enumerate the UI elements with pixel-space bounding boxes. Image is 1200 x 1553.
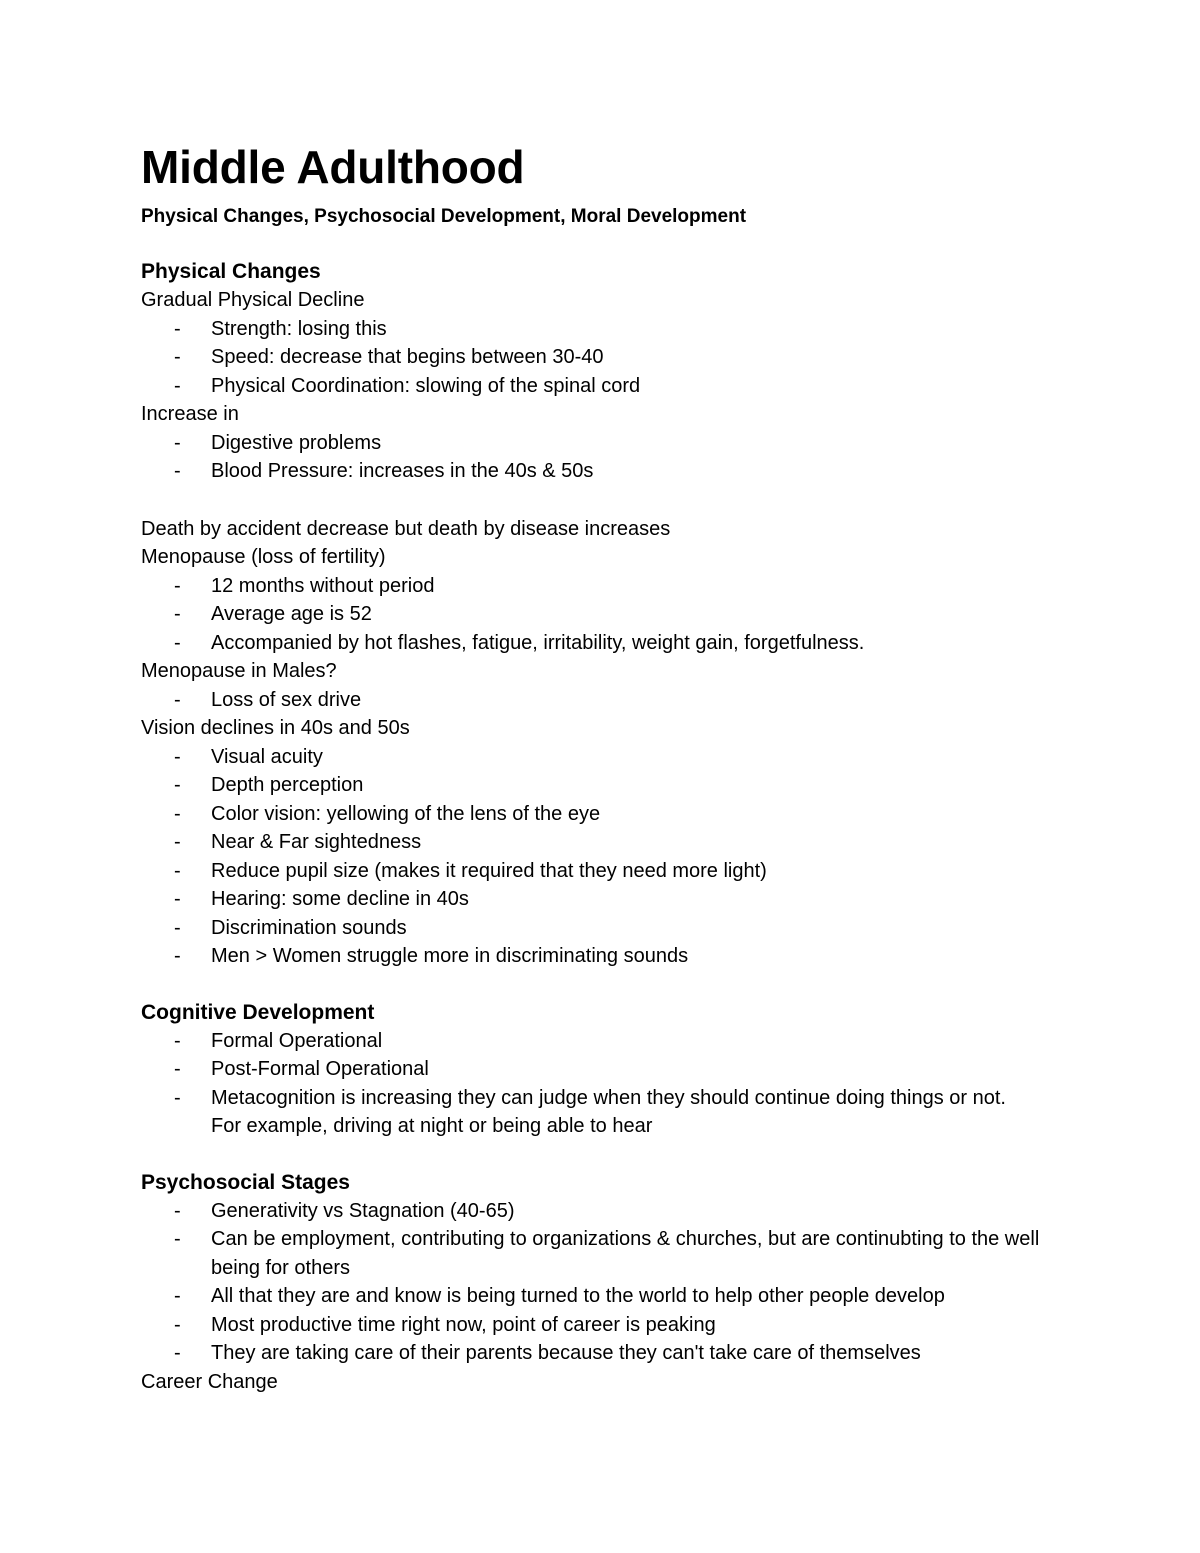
list-item-text: Accompanied by hot flashes, fatigue, irritability, weight gain, forgetfulness. <box>211 631 865 654</box>
list-item <box>141 315 1041 344</box>
document-page <box>141 138 1041 1396</box>
dash-bullet-icon: - <box>174 603 181 625</box>
text-line: Vision declines in 40s and 50s <box>141 717 410 739</box>
list-item-text: 12 months without period <box>211 574 435 597</box>
list-item <box>141 1311 1041 1340</box>
paragraph-spacer <box>141 486 1041 515</box>
list-item-text: Average age is 52 <box>211 603 372 625</box>
list-item-text: Strength: losing this <box>211 317 387 340</box>
text-line: Death by accident decrease but death by disease increases <box>141 517 671 540</box>
list-item <box>141 457 1041 486</box>
document-body <box>141 230 1041 1396</box>
list-item-text: Discrimination sounds <box>211 916 407 939</box>
list-item <box>141 600 1041 629</box>
section-heading: Cognitive Development <box>141 1000 375 1024</box>
list-item-text: Reduce pupil size (makes it required that they need more light) <box>211 859 767 882</box>
list-item-text: Visual acuity <box>211 745 323 768</box>
list-item <box>141 686 1041 715</box>
list-item-text: Generativity vs Stagnation (40-65) <box>211 1199 515 1222</box>
list-item <box>141 629 1041 658</box>
list-item <box>141 372 1041 401</box>
section-spacer <box>141 1141 1041 1169</box>
section-spacer <box>141 230 1041 258</box>
dash-bullet-icon: - <box>174 1086 181 1109</box>
list-item <box>141 942 1041 971</box>
list-item <box>141 343 1041 372</box>
list-item <box>141 572 1041 601</box>
list-item <box>141 429 1041 458</box>
dash-bullet-icon: - <box>174 802 181 825</box>
text-line: Gradual Physical Decline <box>141 289 365 311</box>
dash-bullet-icon: - <box>174 859 181 882</box>
text-line: Menopause (loss of fertility) <box>141 546 386 568</box>
dash-bullet-icon: - <box>174 688 181 711</box>
section-heading: Psychosocial Stages <box>141 1170 350 1194</box>
list-item-text: Formal Operational <box>211 1029 383 1052</box>
list-item <box>141 1282 1041 1311</box>
list-item <box>141 743 1041 772</box>
dash-bullet-icon: - <box>174 1342 181 1364</box>
dash-bullet-icon: - <box>174 1313 181 1336</box>
dash-bullet-icon: - <box>174 431 181 454</box>
dash-bullet-icon: - <box>174 460 181 482</box>
list-item <box>141 857 1041 886</box>
list-item-text: Loss of sex drive <box>211 688 362 711</box>
dash-bullet-icon: - <box>174 745 181 768</box>
list-item-text: Can be employment, contributing to organizations & churches, but are continubting to the well being for others <box>211 1228 1040 1279</box>
list-item <box>141 1225 1041 1282</box>
text-line: Menopause in Males? <box>141 660 337 682</box>
dash-bullet-icon: - <box>174 945 181 967</box>
section-spacer <box>141 971 1041 999</box>
list-item <box>141 885 1041 914</box>
dash-bullet-icon: - <box>174 774 181 796</box>
list-item-text: Men > Women struggle more in discriminating sounds <box>211 945 689 967</box>
list-item-text: All that they are and know is being turned to the world to help other people develop <box>211 1285 945 1307</box>
list-item <box>141 914 1041 943</box>
page-title: Middle Adulthood <box>141 141 525 193</box>
list-item-text: Metacognition is increasing they can judge when they should continue doing things or not. For example, driving at night or being able to hear <box>211 1086 1006 1137</box>
list-item <box>141 1055 1041 1084</box>
list-item-text: Most productive time right now, point of career is peaking <box>211 1313 716 1336</box>
list-item <box>141 1339 1041 1368</box>
dash-bullet-icon: - <box>174 1228 181 1250</box>
page-subtitle: Physical Changes, Psychosocial Development, Moral Development <box>141 206 747 227</box>
section-heading: Physical Changes <box>141 260 321 283</box>
dash-bullet-icon: - <box>174 1058 181 1080</box>
list-item-text: Hearing: some decline in 40s <box>211 888 469 910</box>
list-item <box>141 1197 1041 1226</box>
dash-bullet-icon: - <box>174 374 181 397</box>
list-item <box>141 1084 1041 1141</box>
list-item-text: They are taking care of their parents because they can't take care of themselves <box>211 1342 921 1364</box>
list-item <box>141 771 1041 800</box>
dash-bullet-icon: - <box>174 888 181 910</box>
list-item-text: Post-Formal Operational <box>211 1058 429 1080</box>
list-item-text: Physical Coordination: slowing of the spinal cord <box>211 374 641 397</box>
list-item-text: Color vision: yellowing of the lens of the eye <box>211 802 601 825</box>
list-item-text: Blood Pressure: increases in the 40s & 50s <box>211 460 594 482</box>
list-item-text: Near & Far sightedness <box>211 831 422 853</box>
dash-bullet-icon: - <box>174 631 181 654</box>
list-item-text: Digestive problems <box>211 431 382 454</box>
dash-bullet-icon: - <box>174 574 181 597</box>
list-item <box>141 1027 1041 1056</box>
dash-bullet-icon: - <box>174 346 181 368</box>
dash-bullet-icon: - <box>174 1199 181 1222</box>
text-line: Career Change <box>141 1370 278 1393</box>
dash-bullet-icon: - <box>174 831 181 853</box>
list-item-text: Speed: decrease that begins between 30-40 <box>211 346 604 368</box>
text-line: Increase in <box>141 403 239 425</box>
dash-bullet-icon: - <box>174 1029 181 1052</box>
dash-bullet-icon: - <box>174 1285 181 1307</box>
dash-bullet-icon: - <box>174 317 181 340</box>
list-item-text: Depth perception <box>211 774 364 796</box>
list-item <box>141 828 1041 857</box>
list-item <box>141 800 1041 829</box>
dash-bullet-icon: - <box>174 916 181 939</box>
